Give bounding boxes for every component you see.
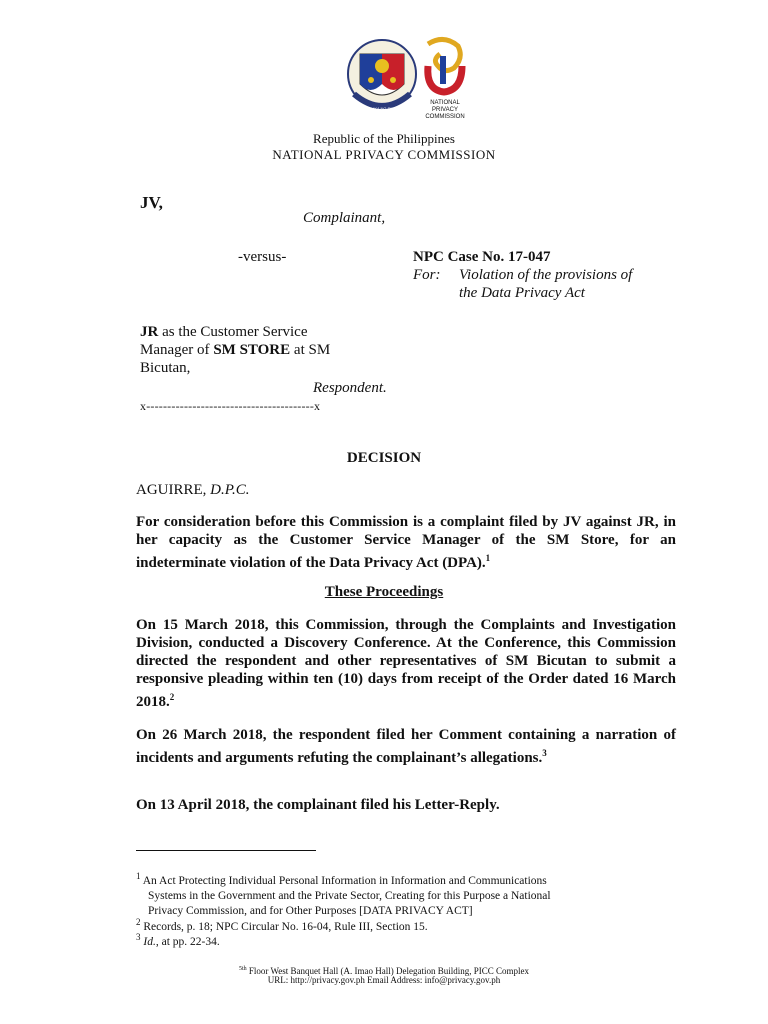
- footer-contact: URL: http://privacy.gov.ph Email Address: info@privacy.gov.ph: [267, 975, 501, 985]
- respondent-line2-post: at SM: [290, 342, 331, 358]
- complainant-role: Complainant,: [303, 210, 386, 226]
- respondent-store: SM STORE: [213, 342, 291, 358]
- respondent-role: Respondent.: [313, 380, 387, 396]
- for-label: For:: [413, 267, 441, 283]
- intro-text: For consideration before this Commission is a complaint filed by JV against JR, in her capacity as the Customer Service Manager of the SM Store, for an indeterminate violation of the Data Privacy Act (DPA).: [136, 514, 676, 571]
- for-text-line2: the Data Privacy Act: [459, 285, 585, 301]
- footnote-3-text: , at pp. 22-34.: [155, 935, 220, 948]
- for-text-line1: Violation of the provisions of: [459, 267, 633, 283]
- paragraph-3: On 13 April 2018, the complainant filed his Letter-Reply.: [136, 797, 500, 813]
- footnote-1-line3: Privacy Commission, and for Other Purposes [DATA PRIVACY ACT]: [148, 904, 473, 917]
- footnote-ref-3: 3: [542, 748, 547, 758]
- section-title: These Proceedings: [324, 584, 444, 600]
- complainant-name: JV,: [140, 193, 163, 212]
- footnote-3-number: 3: [136, 932, 141, 942]
- respondent-line2: [140, 341, 330, 359]
- footer-floor-sup: 5th: [239, 966, 247, 972]
- respondent-line1: [140, 323, 307, 341]
- respondent-line3: Bicutan,: [140, 360, 191, 376]
- footnote-1-number: 1: [136, 871, 141, 881]
- footnote-2-number: 2: [136, 917, 141, 927]
- footnote-1-line1: An Act Protecting Individual Personal Information in Information and Communications: [142, 874, 547, 887]
- intro-paragraph: [136, 513, 676, 572]
- paragraph-1-text: On 15 March 2018, this Commission, through the Complaints and Investigation Division, conducted a Discovery Conference. At the Conference, this Commission directed the respondent and other representatives of SM Bicutan to submit a responsive pleading within ten (10) days from receipt of the Order dated 16 March 2018.: [136, 617, 676, 710]
- author-line: [136, 482, 250, 499]
- letterhead-logos: [340, 36, 480, 126]
- philippine-seal-icon: [348, 40, 416, 111]
- footer-address-text: Floor West Banquet Hall (A. Imao Hall) Delegation Building, PICC Complex: [246, 966, 529, 976]
- author-name: AGUIRRE,: [136, 482, 211, 498]
- seal-text: REPUBLIKA NG PILIPINAS: [357, 106, 407, 111]
- footnote-1: [136, 869, 696, 919]
- footnote-ref-1: 1: [485, 553, 491, 563]
- footnote-ref-2: 2: [169, 692, 175, 702]
- header-commission: NATIONAL PRIVACY COMMISSION: [272, 147, 496, 162]
- footnote-divider: [136, 850, 316, 851]
- case-number: NPC Case No. 17-047: [413, 249, 551, 265]
- respondent-name: JR: [140, 324, 159, 340]
- paragraph-2-text: On 26 March 2018, the respondent filed her Comment containing a narration of incidents and arguments refuting the complainant’s allegations.: [136, 727, 676, 766]
- paragraph-2: [136, 726, 676, 767]
- npc-logo-icon: [425, 39, 464, 120]
- author-title: D.P.C.: [210, 482, 250, 498]
- decision-title: DECISION: [346, 450, 422, 466]
- footnote-3: [136, 930, 696, 950]
- logo-text-national: NATIONAL: [430, 100, 460, 106]
- footnote-1-line2: Systems in the Government and the Private Sector, Creating for this Purpose a National: [148, 889, 551, 902]
- respondent-line1-rest: as the Customer Service: [158, 324, 308, 340]
- footnote-3-id: Id.: [143, 935, 156, 948]
- logo-text-privacy: PRIVACY: [432, 107, 458, 113]
- logo-text-commission: COMMISSION: [425, 114, 465, 120]
- footnote-2-text: Records, p. 18; NPC Circular No. 16-04, Rule III, Section 15.: [143, 920, 428, 933]
- header-republic: Republic of the Philippines: [313, 131, 455, 146]
- caption-separator: x----------------------------------------x: [140, 399, 321, 413]
- respondent-line2-pre: Manager of: [140, 342, 214, 358]
- versus-label: -versus-: [238, 249, 287, 265]
- paragraph-1: [136, 616, 676, 711]
